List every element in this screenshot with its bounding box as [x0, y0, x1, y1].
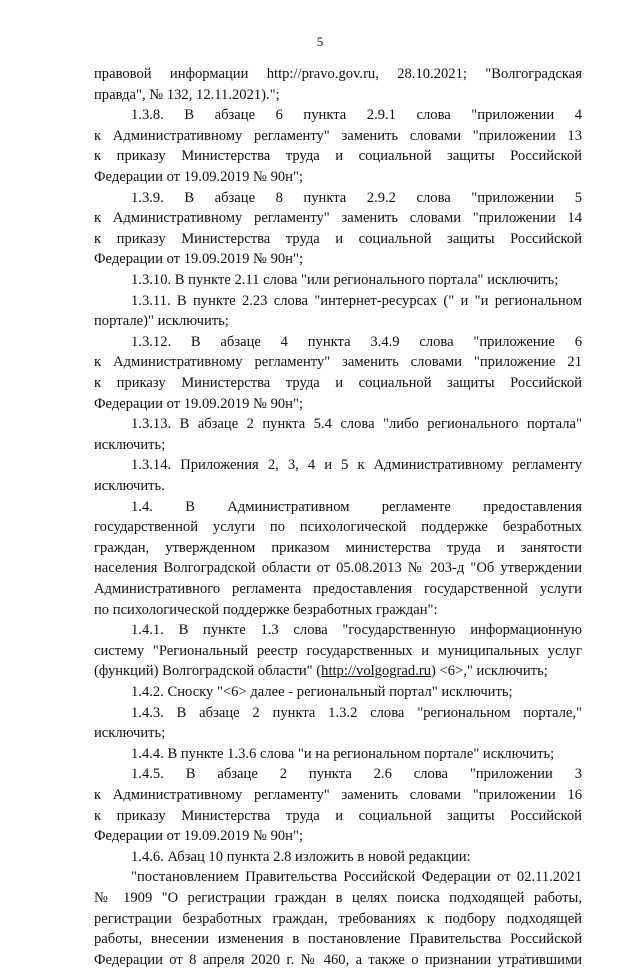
text-line: 1.3.9. В абзаце 8 пункта 2.9.2 слова "приложении 5 — [131, 189, 582, 206]
text-line: работы, внесении изменения в постановление Правительства Российской — [94, 931, 582, 948]
text-line: к Административному регламенту" заменить словами "приложении 16 — [94, 787, 582, 803]
text-line: "постановлением Правительства Российской Федерации от 02.11.2021 — [131, 869, 582, 886]
text-line: правда", № 132, 12.11.2021)."; — [94, 86, 280, 103]
text-line: 1.3.11. В пункте 2.23 слова "интернет-ресурсах (" и "и региональном — [131, 292, 582, 309]
text-line: Федерации от 19.09.2019 № 90н"; — [94, 395, 304, 412]
text-line: исключить; — [94, 436, 166, 453]
text-line: 1.3.14. Приложения 2, 3, 4 и 5 к Административному регламенту — [131, 457, 582, 474]
text-line: 1.4.1. В пункте 1.3 слова "государственную информационную — [131, 622, 582, 639]
text-line: Федерации от 19.09.2019 № 90н"; — [94, 251, 304, 268]
text-line: правовой информации http://pravo.gov.ru, 28.10.2021; "Волгоградская — [94, 66, 582, 82]
text-line: 1.4.2. Сноску "<6> далее - региональный портал" исключить; — [131, 684, 513, 700]
text-line: к Административному регламенту" заменить словами "приложении 13 — [94, 127, 582, 144]
text-line: к приказу Министерства труда и социальной защиты Российской — [94, 375, 582, 391]
page-number: 5 — [316, 34, 324, 49]
text-line: Федерации от 8 апреля 2020 г. № 460, а также о признании утратившими — [94, 951, 582, 968]
text-line: регистрации безработных граждан, требованиях к подбору подходящей — [94, 910, 582, 927]
text-line: 1.3.8. В абзаце 6 пункта 2.9.1 слова "приложении 4 — [131, 107, 582, 124]
text-line: к приказу Министерства труда и социальной защиты Российской — [94, 807, 582, 824]
text-line: населения Волгоградской области от 05.08.2013 № 203-д "Об утверждении — [94, 560, 582, 577]
text-line: Федерации от 19.09.2019 № 90н"; — [94, 169, 304, 185]
text-line: граждан, утвержденном приказом министерства труда и занятости — [94, 539, 582, 556]
text-line: исключить. — [94, 478, 165, 494]
text-line: (функций) Волгоградской области" (http://volgograd.ru) <6>," исключить; — [94, 663, 548, 680]
volgograd-link[interactable]: http://volgograd.ru — [321, 663, 432, 680]
text-line: к приказу Министерства труда и социальной защиты Российской — [94, 148, 582, 165]
text-line: государственной услуги по психологической поддержке безработных — [94, 519, 582, 536]
text-line: 1.4.6. Абзац 10 пункта 2.8 изложить в новой редакции: — [131, 848, 471, 865]
text-line: Административного регламента предоставления государственной услуги — [94, 581, 582, 597]
text-line: к Административному регламенту" заменить словами "приложение 21 — [94, 354, 582, 371]
text-line: 1.4.3. В абзаце 2 пункта 1.3.2 слова "региональном портале," — [131, 704, 582, 721]
text-line: 1.3.13. В абзаце 2 пункта 5.4 слова "либо регионального портала" — [131, 416, 582, 433]
text-line: по психологической поддержке безработных граждан": — [94, 601, 438, 618]
text-line: 1.4. В Административном регламенте предоставления — [131, 498, 582, 515]
text-line: Федерации от 19.09.2019 № 90н"; — [94, 828, 304, 845]
text-line: 1.4.4. В пункте 1.3.6 слова "и на региональном портале" исключить; — [131, 745, 555, 762]
text-line: к приказу Министерства труда и социальной защиты Российской — [94, 230, 582, 247]
text-line: систему "Региональный реестр государственных и муниципальных услуг — [94, 642, 582, 659]
text-line: к Административному регламенту" заменить словами "приложении 14 — [94, 210, 582, 227]
text-line: 1.4.5. В абзаце 2 пункта 2.6 слова "приложении 3 — [131, 766, 582, 783]
text-line: 1.3.10. В пункте 2.11 слова "или регионального портала" исключить; — [131, 272, 559, 288]
text-line: исключить; — [94, 725, 166, 742]
text-line: № 1909 "О регистрации граждан в целях поиска подходящей работы, — [94, 890, 582, 906]
text-line: 1.3.12. В абзаце 4 пункта 3.4.9 слова "приложение 6 — [131, 333, 582, 350]
text-line: портале)" исключить; — [94, 313, 229, 330]
